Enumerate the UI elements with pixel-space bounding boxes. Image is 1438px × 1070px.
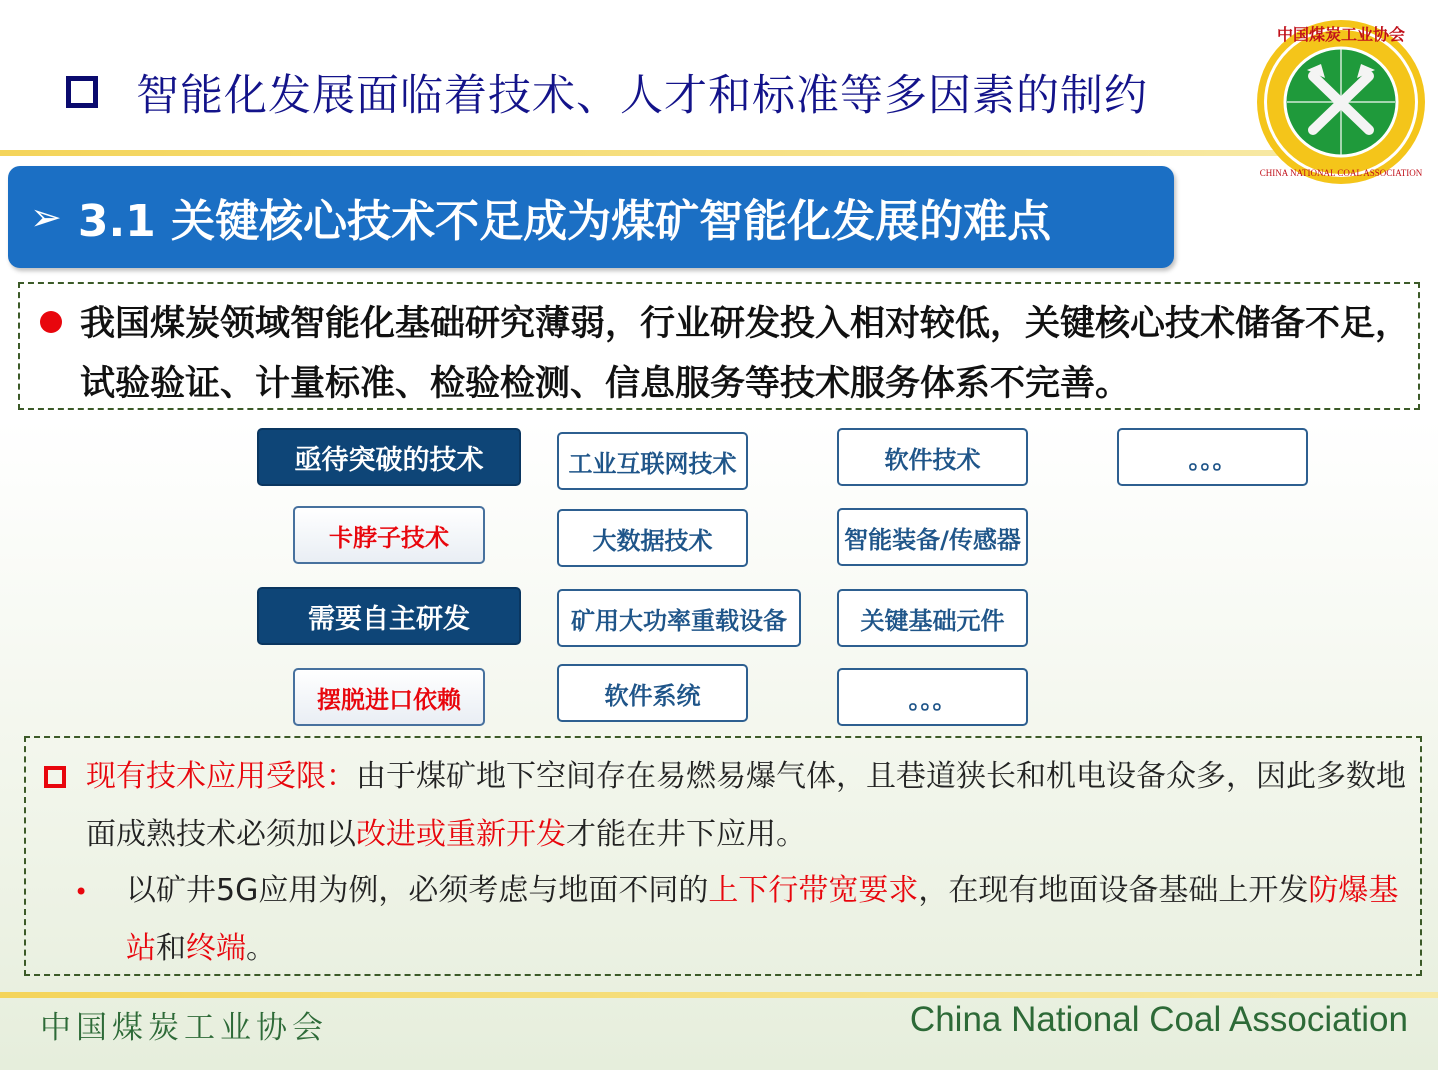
- limitation-paragraph: [86, 748, 1412, 864]
- tag-heavy-equipment: 矿用大功率重载设备: [557, 589, 801, 647]
- limitation-text-b: 才能在井下应用。: [566, 817, 806, 852]
- logo-text-cn: 中国煤炭工业协会: [1276, 25, 1406, 44]
- red-bullet-icon: [40, 311, 62, 333]
- top-divider: [0, 150, 1300, 156]
- limitation-note-box: [24, 736, 1422, 976]
- section-heading: 3.1 关键核心技术不足成为煤矿智能化发展的难点: [77, 196, 1052, 247]
- tag-ellipsis-2: 。。。: [837, 668, 1028, 726]
- tag-ellipsis-1: 。。。: [1117, 428, 1308, 486]
- limitation-heading: 现有技术应用受限：: [86, 759, 356, 794]
- tag-import-independence: 摆脱进口依赖: [293, 668, 485, 726]
- example-text-b: ，在现有地面设备基础上开发: [918, 873, 1309, 908]
- red-square-bullet-icon: [44, 766, 66, 788]
- tag-urgent-tech: 亟待突破的技术: [257, 428, 521, 486]
- tag-independent-rd: 需要自主研发: [257, 587, 521, 645]
- example-text-d: 。: [246, 931, 276, 966]
- coal-association-logo-icon: [1255, 18, 1427, 186]
- title-square-icon: [66, 76, 98, 108]
- section-banner: [8, 166, 1174, 268]
- arrow-bullet-icon: ➢: [30, 195, 62, 239]
- tag-software-system: 软件系统: [557, 664, 748, 722]
- tag-chokepoint-tech: 卡脖子技术: [293, 506, 485, 564]
- example-highlight-terminal: 终端: [186, 931, 246, 966]
- footer-org-cn: 中国煤炭工业协会: [40, 1010, 328, 1046]
- example-text-c: 和: [156, 931, 186, 966]
- tag-software-tech: 软件技术: [837, 428, 1028, 486]
- small-red-dot-icon: •: [74, 878, 89, 906]
- title-row: [66, 62, 1148, 122]
- 5g-example-paragraph: [126, 862, 1412, 978]
- example-text-a: 以矿井5G应用为例，必须考虑与地面不同的: [126, 873, 709, 908]
- limitation-highlight: 改进或重新开发: [356, 817, 566, 852]
- page-title: 智能化发展面临着技术、人才和标准等多因素的制约: [136, 70, 1148, 121]
- bottom-divider: [0, 992, 1438, 998]
- example-highlight-base-station: 防爆基站: [126, 873, 1399, 966]
- tag-big-data: 大数据技术: [557, 509, 748, 567]
- logo-text-en: CHINA NATIONAL COAL ASSOCIATION: [1259, 168, 1423, 178]
- key-point-text: 我国煤炭领域智能化基础研究薄弱，行业研发投入相对较低，关键核心技术储备不足，试验验证、计量标准、检验检测、信息服务等技术服务体系不完善。: [80, 304, 1411, 404]
- tag-basic-components: 关键基础元件: [837, 589, 1028, 647]
- tag-industrial-internet: 工业互联网技术: [557, 432, 748, 490]
- limitation-text-a: 由于煤矿地下空间存在易燃易爆气体，且巷道狭长和机电设备众多，因此多数地面成熟技术必须加以: [86, 759, 1406, 852]
- example-highlight-bandwidth: 上下行带宽要求: [708, 873, 919, 908]
- footer-org-en: China National Coal Association: [909, 1000, 1408, 1039]
- key-point-box: [18, 282, 1420, 410]
- tag-intelligent-equipment: 智能装备/传感器: [837, 508, 1028, 566]
